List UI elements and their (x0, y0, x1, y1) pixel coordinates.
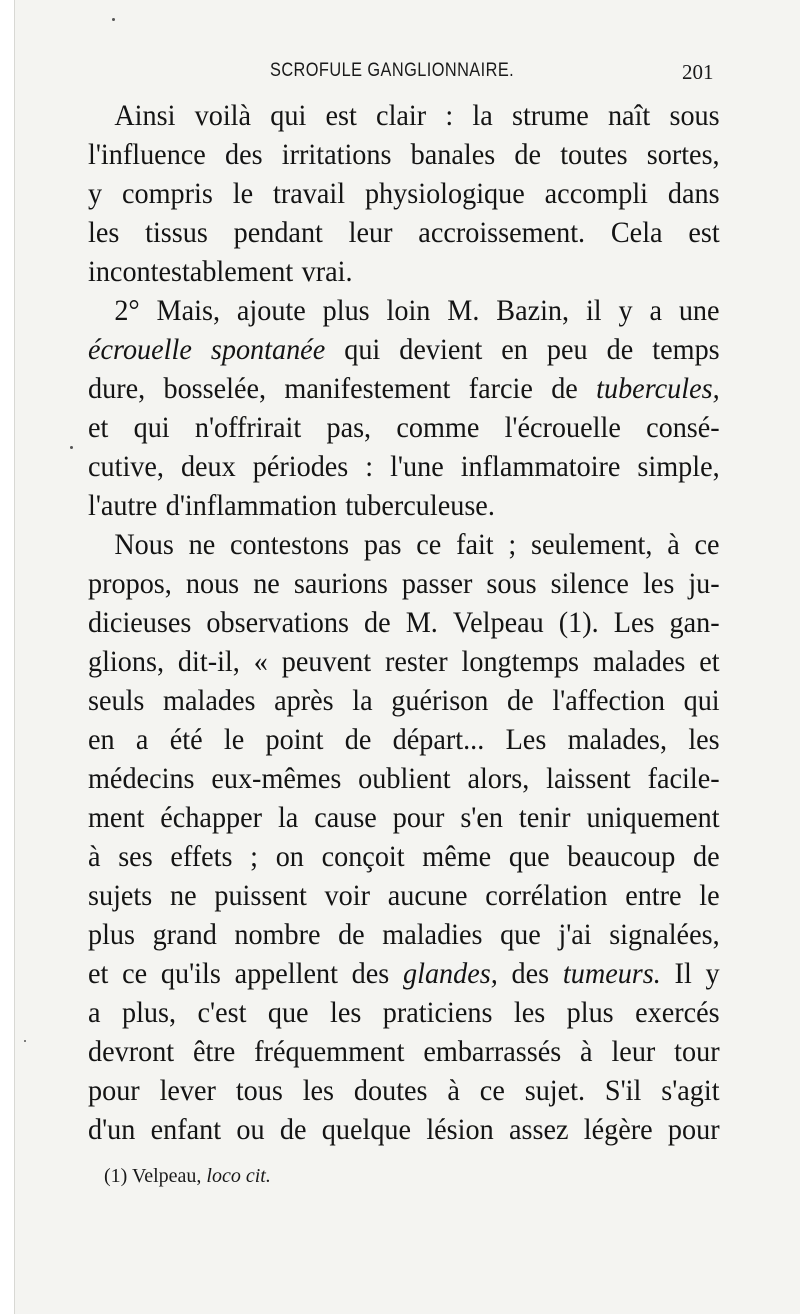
word: les (88, 216, 120, 249)
word: y (705, 957, 720, 990)
word: accroissement. (418, 216, 586, 249)
word: spontanée (210, 333, 326, 366)
word: « (253, 645, 268, 678)
word: contestons (230, 528, 350, 561)
footnote-reference: loco cit. (206, 1165, 271, 1187)
word: travail (273, 177, 346, 210)
word: pour (392, 801, 445, 834)
text-line (88, 642, 720, 681)
word: beaucoup (567, 840, 676, 873)
word: échapper (160, 801, 263, 834)
word: tous (235, 1074, 283, 1107)
text-line (88, 798, 720, 837)
word: conçoit (321, 840, 405, 873)
word: passer (401, 567, 473, 600)
word: enfant (150, 1113, 222, 1146)
word: pas (363, 528, 402, 561)
word: compris (122, 177, 213, 210)
word: toutes (560, 138, 628, 171)
word: pour (88, 1074, 140, 1107)
word: à (447, 1074, 460, 1107)
text-line (88, 408, 720, 447)
word: l'autre (88, 489, 158, 522)
word: les (642, 567, 675, 600)
word: lever (159, 1074, 216, 1107)
word: oublient (358, 762, 451, 795)
word: simple, (637, 450, 720, 483)
word: quelque (321, 1113, 412, 1146)
word: consé- (646, 411, 720, 444)
word: n'offrirait (194, 411, 302, 444)
word: voir (324, 879, 370, 912)
word: de (551, 372, 578, 405)
word: Les (505, 723, 547, 756)
word: Mais, (156, 294, 221, 327)
word: y (88, 177, 103, 210)
word: glions, (88, 645, 165, 678)
word: accompli (544, 177, 649, 210)
word: comme (396, 411, 480, 444)
word: eux-mêmes (211, 762, 342, 795)
word: physiologique (364, 177, 525, 210)
word: après (274, 684, 334, 717)
word: bosselée, (163, 372, 267, 405)
word: facile- (647, 762, 720, 795)
word: y (618, 294, 633, 327)
word: qui (683, 684, 720, 717)
word: ce (122, 957, 148, 990)
word: tour (674, 1035, 720, 1068)
word: observations (206, 606, 349, 639)
text-line (88, 174, 720, 213)
text-line (88, 486, 720, 525)
word: ju- (688, 567, 720, 600)
word: malades, (567, 723, 668, 756)
text-line (88, 915, 720, 954)
word: saurions (293, 567, 388, 600)
word: deux (180, 450, 236, 483)
word: guérison (391, 684, 489, 717)
footnote-author: Velpeau, (131, 1165, 202, 1187)
word: grand (152, 918, 217, 951)
page-number: 201 (682, 60, 714, 84)
word: loin (386, 294, 431, 327)
text-line (88, 993, 720, 1032)
word: ou (236, 1113, 265, 1146)
word: pas, (326, 411, 372, 444)
word: temps (652, 333, 720, 366)
word: qui (133, 411, 170, 444)
word: dit-il, (177, 645, 240, 678)
word: le (232, 177, 254, 210)
text-line (88, 681, 720, 720)
word: malades (592, 645, 686, 678)
word: leur (348, 216, 393, 249)
word: les (302, 1074, 335, 1107)
word: Les (613, 606, 655, 639)
word: plus (88, 918, 136, 951)
word: ajoute (236, 294, 306, 327)
word: cutive, (88, 450, 164, 483)
word: tuberculeuse. (345, 489, 495, 522)
word: incontestablement (88, 255, 294, 288)
word: que (267, 996, 309, 1029)
word: ne (188, 528, 216, 561)
word: fait (456, 528, 494, 561)
word: fréquemment (254, 1035, 405, 1068)
word: doutes (353, 1074, 428, 1107)
print-speck (70, 446, 73, 449)
word: voilà (194, 99, 252, 132)
word: à (667, 528, 680, 561)
text-line (88, 369, 720, 408)
word: S'il (604, 1074, 642, 1107)
text-line (88, 876, 720, 915)
word: est (688, 216, 720, 249)
word: corrélation (485, 879, 608, 912)
word: été (169, 723, 203, 756)
word: des (225, 138, 263, 171)
word: s'en (460, 801, 503, 834)
text-line (88, 447, 720, 486)
footnote (104, 1165, 271, 1188)
word: banales (410, 138, 496, 171)
word: les (688, 723, 720, 756)
text-line (88, 720, 720, 759)
word: uniquement (586, 801, 720, 834)
print-speck (112, 18, 115, 21)
text-line (88, 135, 720, 174)
word: strume (511, 99, 589, 132)
text-line (88, 213, 720, 252)
word: à (88, 840, 101, 873)
word: praticiens (382, 996, 493, 1029)
word: ne (253, 567, 280, 600)
word: sortes, (646, 138, 720, 171)
word: devront (88, 1035, 175, 1068)
word: le (223, 723, 245, 756)
word: peu (546, 333, 588, 366)
word: ; (508, 528, 517, 561)
word: d'un (88, 1113, 136, 1146)
word: a (649, 294, 662, 327)
word: est (325, 99, 357, 132)
word: puissent (214, 879, 307, 912)
text-line (88, 525, 720, 564)
word: M. (405, 606, 438, 639)
word: de (514, 138, 542, 171)
word: départ... (392, 723, 485, 756)
word: plus (566, 996, 614, 1029)
word: les (330, 996, 362, 1029)
word: le (699, 879, 720, 912)
word: qui (344, 333, 381, 366)
word: nous (185, 567, 240, 600)
word: plus, (121, 996, 177, 1029)
word: pendant (233, 216, 323, 249)
word: inflammatoire (460, 450, 621, 483)
word: ne (169, 879, 197, 912)
word: aucune (387, 879, 468, 912)
word: l'écrouelle (504, 411, 621, 444)
word: ses (118, 840, 153, 873)
word: laissent (546, 762, 631, 795)
footnote-marker: (1) (104, 1165, 128, 1187)
word: médecins (88, 762, 195, 795)
word: j'ai (558, 918, 592, 951)
word: ce (416, 528, 442, 561)
word: rester (384, 645, 448, 678)
word: : (365, 450, 374, 483)
word: être (193, 1035, 236, 1068)
body-text (88, 96, 720, 1149)
word: légère (583, 1113, 653, 1146)
word: entre (625, 879, 682, 912)
word: ce (694, 528, 720, 561)
word: qu'ils (160, 957, 221, 990)
word: pour (667, 1113, 720, 1146)
word: Velpeau (452, 606, 544, 639)
word: Bazin, (496, 294, 570, 327)
text-line (88, 1032, 720, 1071)
word: la (472, 99, 493, 132)
text-line (88, 330, 720, 369)
word: on (275, 840, 304, 873)
word: et (88, 411, 109, 444)
word: point (265, 723, 324, 756)
word: Il (674, 957, 692, 990)
text-line (88, 96, 720, 135)
word: Cela (610, 216, 663, 249)
word: ; (250, 840, 259, 873)
word: a (135, 723, 149, 756)
word: peuvent (281, 645, 372, 678)
word: cause (314, 801, 377, 834)
print-speck (24, 1040, 26, 1042)
word: signalées, (609, 918, 720, 951)
word: nombre (234, 918, 321, 951)
word: manifestement (284, 372, 451, 405)
word: Ainsi (114, 99, 176, 132)
word: de (364, 606, 391, 639)
word: devient (399, 333, 483, 366)
word: assez (508, 1113, 569, 1146)
text-line (88, 564, 720, 603)
word: d'inflammation (165, 489, 337, 522)
text-line (88, 1110, 720, 1149)
word: la (277, 801, 299, 834)
word: a (88, 996, 101, 1029)
word: 2° (114, 294, 140, 327)
word: glandes, (403, 957, 498, 990)
word: une (678, 294, 720, 327)
word: s'agit (661, 1074, 720, 1107)
word: seulement, (531, 528, 653, 561)
word: dans (667, 177, 720, 210)
text-line (88, 603, 720, 642)
word: effets (170, 840, 233, 873)
word: Nous (114, 528, 174, 561)
word: plus (322, 294, 370, 327)
word: que (500, 918, 541, 951)
word: qui (270, 99, 307, 132)
page-header (0, 58, 800, 88)
word: : (445, 99, 454, 132)
word: c'est (197, 996, 247, 1029)
word: de (279, 1113, 307, 1146)
word: l'affection (552, 684, 665, 717)
word: de (338, 918, 365, 951)
word: de (606, 333, 634, 366)
text-line (88, 252, 720, 291)
word: longtemps (461, 645, 580, 678)
word: sujets (88, 879, 153, 912)
text-line (88, 291, 720, 330)
word: dure, (88, 372, 146, 405)
word: et (699, 645, 720, 678)
word: des (511, 957, 550, 990)
word: de (693, 840, 720, 873)
word: la (352, 684, 373, 717)
word: (1). (558, 606, 599, 639)
word: ce (479, 1074, 505, 1107)
text-line (88, 759, 720, 798)
text-line (88, 837, 720, 876)
word: de (507, 684, 534, 717)
word: en (88, 723, 115, 756)
word: clair (376, 99, 427, 132)
word: tubercules, (596, 372, 720, 405)
running-title: SCROFULE GANGLIONNAIRE. (270, 60, 515, 81)
word: silence (550, 567, 629, 600)
word: malades (163, 684, 256, 717)
word: dicieuses (88, 606, 192, 639)
word: alors, (467, 762, 530, 795)
word: les (513, 996, 546, 1029)
word: embarrassés (423, 1035, 562, 1068)
word: et (88, 957, 109, 990)
word: des (351, 957, 390, 990)
word: exercés (635, 996, 720, 1029)
word: farcie (468, 372, 533, 405)
word: gan- (669, 606, 720, 639)
word: irritations (281, 138, 392, 171)
word: il (585, 294, 602, 327)
word: même (422, 840, 492, 873)
word: sujet. (524, 1074, 586, 1107)
word: leur (611, 1035, 656, 1068)
word: ment (88, 801, 145, 834)
word: vrai. (301, 255, 353, 288)
word: l'influence (88, 138, 206, 171)
word: tenir (518, 801, 571, 834)
word: à (580, 1035, 593, 1068)
word: sous (669, 99, 720, 132)
word: l'une (390, 450, 444, 483)
word: en (501, 333, 528, 366)
text-line (88, 954, 720, 993)
text-line (88, 1071, 720, 1110)
word: de (344, 723, 372, 756)
word: seuls (88, 684, 145, 717)
word: que (508, 840, 550, 873)
word: tissus (145, 216, 208, 249)
word: naît (607, 99, 651, 132)
word: tumeurs. (562, 957, 661, 990)
word: sous (486, 567, 537, 600)
word: appellent (234, 957, 338, 990)
word: lésion (426, 1113, 494, 1146)
word: M. (447, 294, 480, 327)
word: écrouelle (88, 333, 192, 366)
word: maladies (382, 918, 483, 951)
word: périodes (252, 450, 349, 483)
word: propos, (88, 567, 172, 600)
